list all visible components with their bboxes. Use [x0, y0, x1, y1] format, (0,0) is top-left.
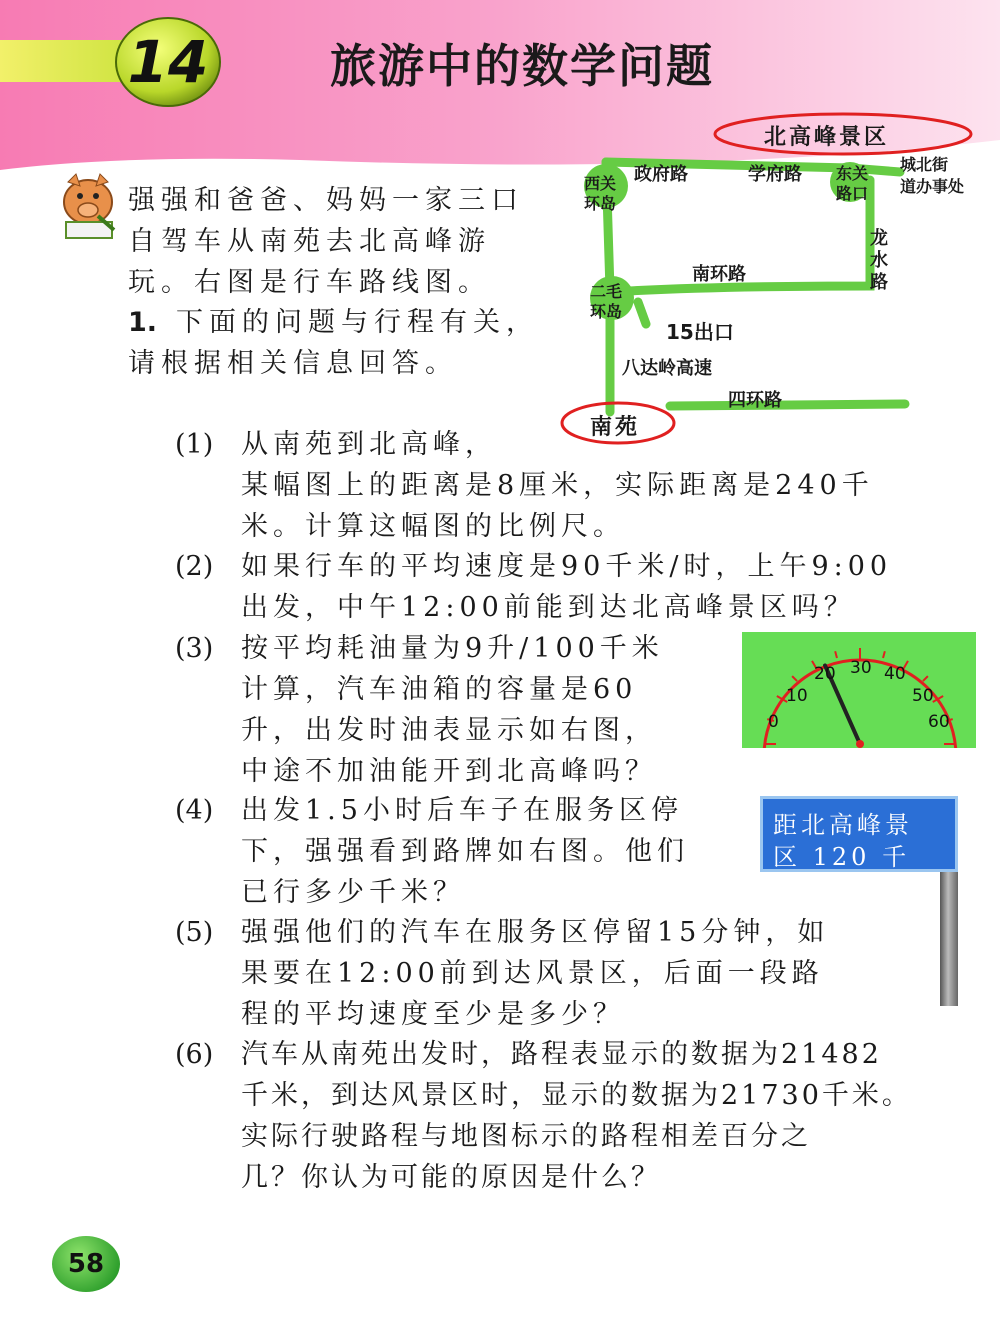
sub-question-tag: (6) [175, 1039, 214, 1070]
sub-question-4 [175, 790, 755, 914]
longshui-road-label: 龙 水 路 [870, 228, 888, 293]
gauge-tick-mark [923, 676, 928, 681]
gauge-tick-mark [792, 676, 797, 681]
text-line: 计算，汽车油箱的容量是60 [241, 674, 638, 705]
intro-paragraph: 强强和爸爸、妈妈一家三口自驾车从南苑去北高峰游玩。右图是行车路线图。 [128, 185, 524, 298]
sub-question-tag: (5) [175, 917, 214, 948]
sub-question-6 [175, 1034, 990, 1198]
text-line: 升，出发时油表显示如右图， [241, 715, 657, 746]
text-line: 强强他们的汽车在服务区停留15分钟，如 [241, 917, 830, 948]
text-line: 千米，到达风景区时，显示的数据为21730千米。 [241, 1080, 912, 1111]
text-line: 按平均耗油量为9升/100千米 [241, 633, 664, 664]
text-line: 从南苑到北高峰， [241, 429, 497, 460]
xiguan-label: 西关 环岛 [584, 174, 617, 213]
text-line: 出发1.5小时后车子在服务区停 [241, 795, 683, 826]
road-sign-board [760, 796, 958, 906]
text-line: 如果行车的平均速度是90千米/时，上午9:00 [241, 551, 893, 582]
text-line: 米。计算这幅图的比例尺。 [241, 511, 625, 542]
destination-label: 北高峰景区 [764, 124, 890, 150]
sub-question-tag: (2) [175, 551, 214, 582]
question-1 [128, 302, 548, 384]
gauge-tick-label: 0 [768, 712, 779, 732]
gauge-tick-label: 20 [814, 664, 836, 684]
question-1-text: 下面的问题与行程有关，请根据相关信息回答。 [128, 307, 539, 379]
nanhuan-road-label: 南环路 [692, 264, 746, 285]
text-line: 汽车从南苑出发时，路程表显示的数据为21482 [241, 1039, 882, 1070]
dongguan-label: 东关 路口 [836, 164, 869, 203]
pig-mascot-icon [58, 172, 128, 242]
text-line: 果要在12:00前到达风景区，后面一段路 [241, 958, 824, 989]
gauge-hub [856, 740, 864, 748]
zhengfu-road-label: 政府路 [634, 164, 688, 185]
page-title: 旅游中的数学问题 [330, 39, 714, 93]
road-sign-pole [940, 872, 958, 1006]
ermao-label: 二毛 环岛 [590, 282, 623, 321]
gauge-tick-mark [835, 651, 837, 658]
xuefu-road-label: 学府路 [748, 164, 802, 185]
text-line: 某幅图上的距离是8厘米，实际距离是240千 [241, 470, 874, 501]
sub-question-3 [175, 628, 735, 792]
text-line: 程的平均速度至少是多少？ [241, 999, 625, 1030]
gauge-tick-mark [883, 651, 885, 658]
badaling-label: 八达岭高速 [622, 358, 712, 379]
sub-question-tag: (3) [175, 633, 214, 664]
gauge-tick-label: 40 [884, 664, 906, 684]
question-1-number: 1. [128, 307, 158, 338]
origin-label: 南苑 [590, 414, 641, 440]
text-line: 中途不加油能开到北高峰吗？ [241, 756, 657, 787]
sub-question-tag: (4) [175, 795, 214, 826]
text-line: 几？你认为可能的原因是什么？ [241, 1162, 661, 1193]
road-sihuan [670, 404, 905, 406]
gauge-tick-label: 10 [786, 686, 808, 706]
gauge-tick-label: 50 [912, 686, 934, 706]
sihuan-road-label: 四环路 [728, 390, 782, 411]
road-exit15 [638, 302, 646, 324]
lesson-number: 14 [127, 28, 209, 96]
text-line: 下，强强看到路牌如右图。他们 [241, 836, 689, 867]
gauge-tick-label: 60 [928, 712, 950, 732]
road-sign-line-1: 距北高峰景 [773, 811, 913, 839]
text-line: 实际行驶路程与地图标示的路程相差百分之 [241, 1121, 811, 1152]
sub-question-2 [175, 546, 975, 628]
route-map [560, 110, 980, 450]
road-sign-line-2: 区 120 千米。 [773, 843, 911, 906]
page-number: 58 [52, 1236, 120, 1292]
text-line: 出发，中午12:00前能到达北高峰景区吗？ [241, 592, 856, 623]
road-sign [760, 796, 960, 1010]
fuel-gauge [742, 632, 976, 748]
chengbei-label: 城北街 道办事处 [900, 155, 965, 196]
text-line: 已行多少千米？ [241, 877, 465, 908]
sub-question-tag: (1) [175, 429, 214, 460]
exit15-label: 15出口 [666, 320, 734, 344]
gauge-tick-label: 30 [850, 658, 872, 678]
